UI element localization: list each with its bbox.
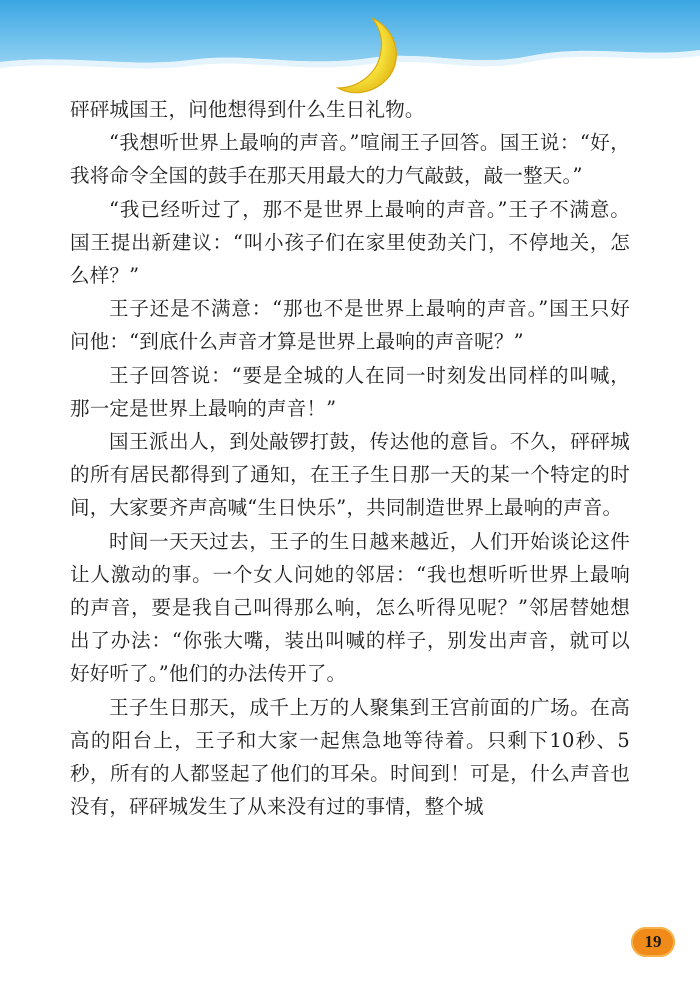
story-paragraph-5: 王子回答说：“要是全城的人在同一时刻发出同样的叫喊，那一定是世界上最响的声音！”: [70, 363, 630, 420]
page-number-badge: [631, 927, 675, 957]
story-paragraph-8: 王子生日那天，成千上万的人聚集到王宫前面的广场。在高高的阳台上，王子和大家一起焦急地等待着。只剩下10秒、5秒，所有的人都竖起了他们的耳朵。时间到！可是，什么声音也没有，砰砰城发生了从来没有过的事情，整个城: [70, 695, 630, 819]
story-paragraph-2: “我想听世界上最响的声音。”喧闹王子回答。国王说：“好，我将命令全国的鼓手在那天用最大的力气敲鼓，敲一整天。”: [70, 131, 630, 188]
story-paragraph-6: 国王派出人，到处敲锣打鼓，传达他的意旨。不久，砰砰城的所有居民都得到了通知，在王子生日那一天的某一个特定的时间，大家要齐声高喊“生日快乐”，共同制造世界上最响的声音。: [70, 430, 630, 520]
story-paragraph-3: “我已经听过了，那不是世界上最响的声音。”王子不满意。国王提出新建议：“叫小孩子们在家里使劲关门，不停地关，怎么样？”: [70, 197, 630, 288]
page-number: 19: [644, 932, 662, 951]
story-text: [70, 93, 630, 823]
story-paragraph-1: 砰砰城国王，问他想得到什么生日礼物。: [70, 98, 425, 121]
story-paragraph-4: 王子还是不满意：“那也不是世界上最响的声音。”国王只好问他：“到底什么声音才算是世界上最响的声音呢？”: [70, 297, 630, 354]
story-paragraph-7: 时间一天天过去，王子的生日越来越近，人们开始谈论这件让人激动的事。一个女人问她的邻居：“我也想听听世界上最响的声音，要是我自己叫得那么响，怎么听得见呢？”邻居替她想出了办法：“你张大嘴，装出叫喊的样子，别发出声音，就可以好好听了。”他们的办法传开了。: [70, 529, 630, 686]
